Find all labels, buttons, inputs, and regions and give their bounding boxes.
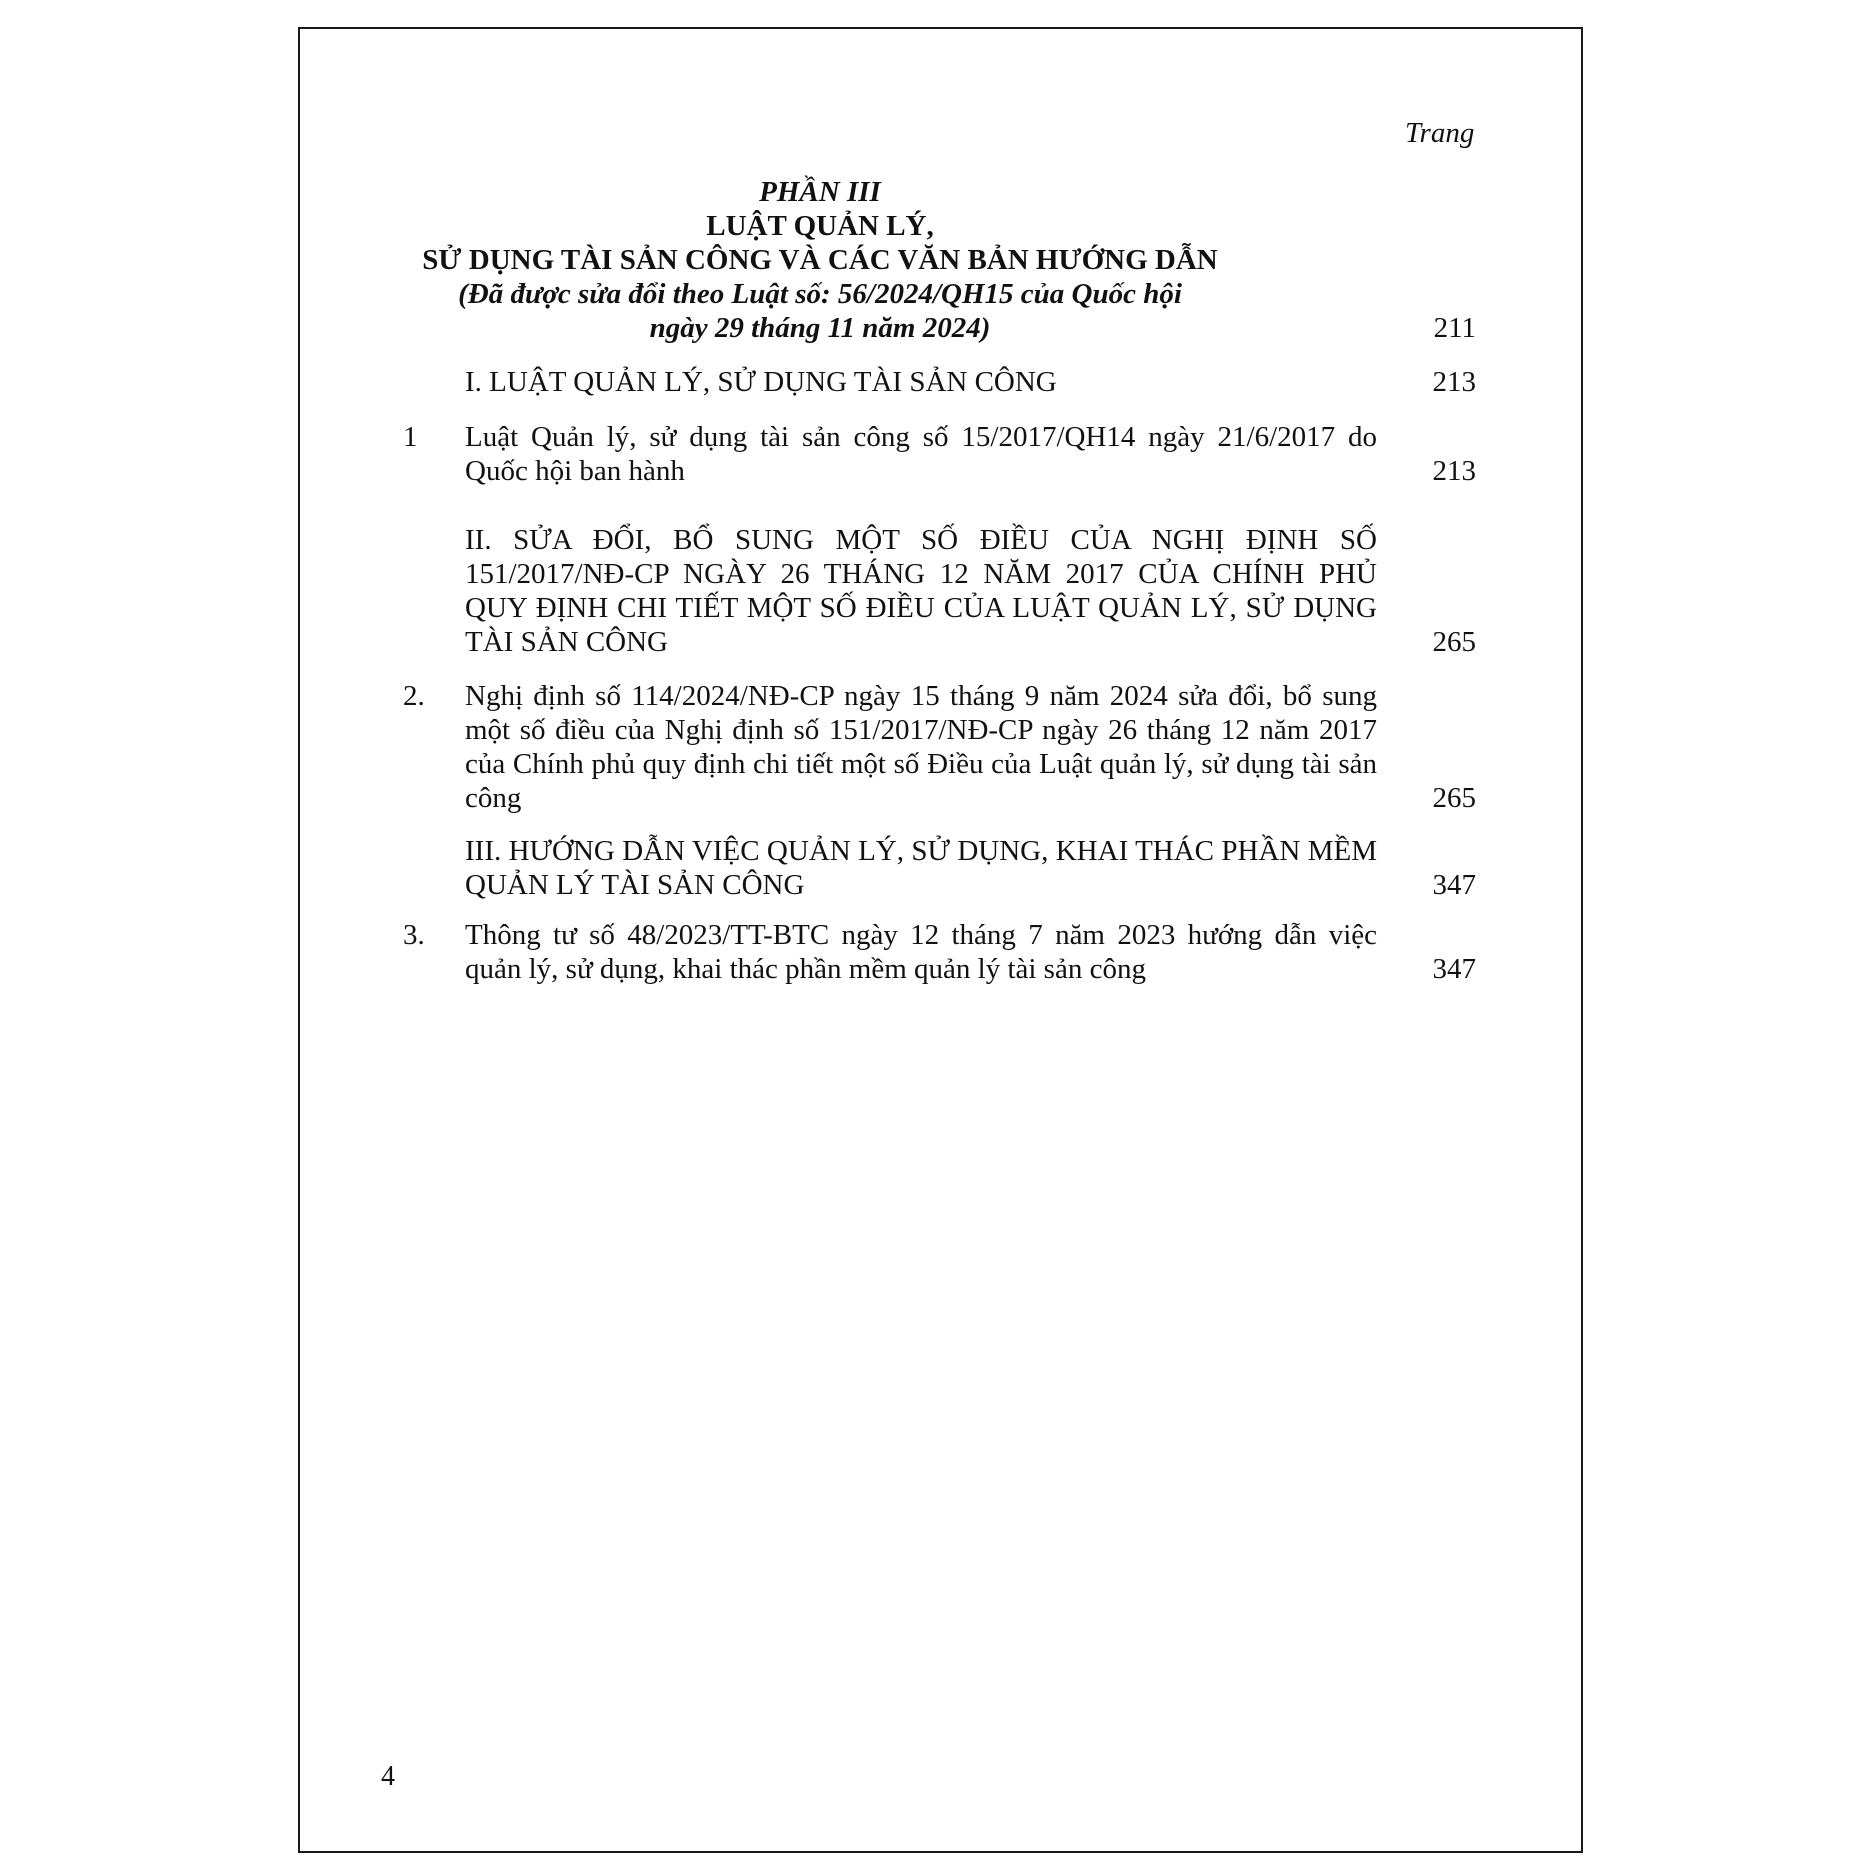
part-title: PHẦN III (759, 176, 881, 208)
part-heading-line-1: LUẬT QUẢN LÝ, (706, 210, 934, 242)
toc-page-number: 347 (1432, 953, 1476, 985)
toc-page-number: 347 (1432, 869, 1476, 901)
toc-section-heading: III. HƯỚNG DẪN VIỆC QUẢN LÝ, SỬ DỤNG, KHAI THÁC PHẦN MỀM QUẢN LÝ TÀI SẢN CÔNG (465, 835, 1377, 901)
toc-item-number: 2. (403, 680, 425, 712)
toc-item-number: 1 (403, 421, 418, 453)
toc-page-number: 213 (1432, 366, 1476, 398)
page-column-header: Trang (1405, 117, 1475, 149)
toc-item-text: Luật Quản lý, sử dụng tài sản công số 15/2017/QH14 ngày 21/6/2017 do Quốc hội ban hành (465, 421, 1377, 487)
toc-section-heading: II. SỬA ĐỔI, BỔ SUNG MỘT SỐ ĐIỀU CỦA NGHỊ ĐỊNH SỐ 151/2017/NĐ-CP NGÀY 26 THÁNG 12 NĂM 2017 CỦA CHÍNH PHỦ QUY ĐỊNH CHI TIẾT MỘT SỐ ĐIỀU CỦA LUẬT QUẢN LÝ, SỬ DỤNG TÀI SẢN CÔNG (465, 524, 1377, 658)
amendment-note-line-2: ngày 29 tháng 11 năm 2024) (649, 312, 991, 344)
toc-item-text: Thông tư số 48/2023/TT-BTC ngày 12 tháng 7 năm 2023 hướng dẫn việc quản lý, sử dụng, khai thác phần mềm quản lý tài sản công (465, 919, 1377, 985)
toc-item-number: 3. (403, 919, 425, 951)
footer-page-number: 4 (381, 1761, 395, 1792)
toc-page-number: 265 (1432, 782, 1476, 814)
document-page (298, 27, 1583, 1853)
toc-section-heading: I. LUẬT QUẢN LÝ, SỬ DỤNG TÀI SẢN CÔNG (465, 366, 1057, 398)
toc-item-text: Nghị định số 114/2024/NĐ-CP ngày 15 tháng 9 năm 2024 sửa đổi, bổ sung một số điều của Nghị định số 151/2017/NĐ-CP ngày 26 tháng 12 năm 2017 của Chính phủ quy định chi tiết một số Điều của Luật quản lý, sử dụng tài sản công (465, 680, 1377, 814)
amendment-note-line-1: (Đã được sửa đổi theo Luật số: 56/2024/QH15 của Quốc hội (458, 278, 1182, 310)
part-page-number: 211 (1433, 312, 1476, 344)
toc-page-number: 213 (1432, 455, 1476, 487)
part-heading-line-2: SỬ DỤNG TÀI SẢN CÔNG VÀ CÁC VĂN BẢN HƯỚNG DẪN (422, 244, 1218, 276)
toc-page-number: 265 (1432, 626, 1476, 658)
